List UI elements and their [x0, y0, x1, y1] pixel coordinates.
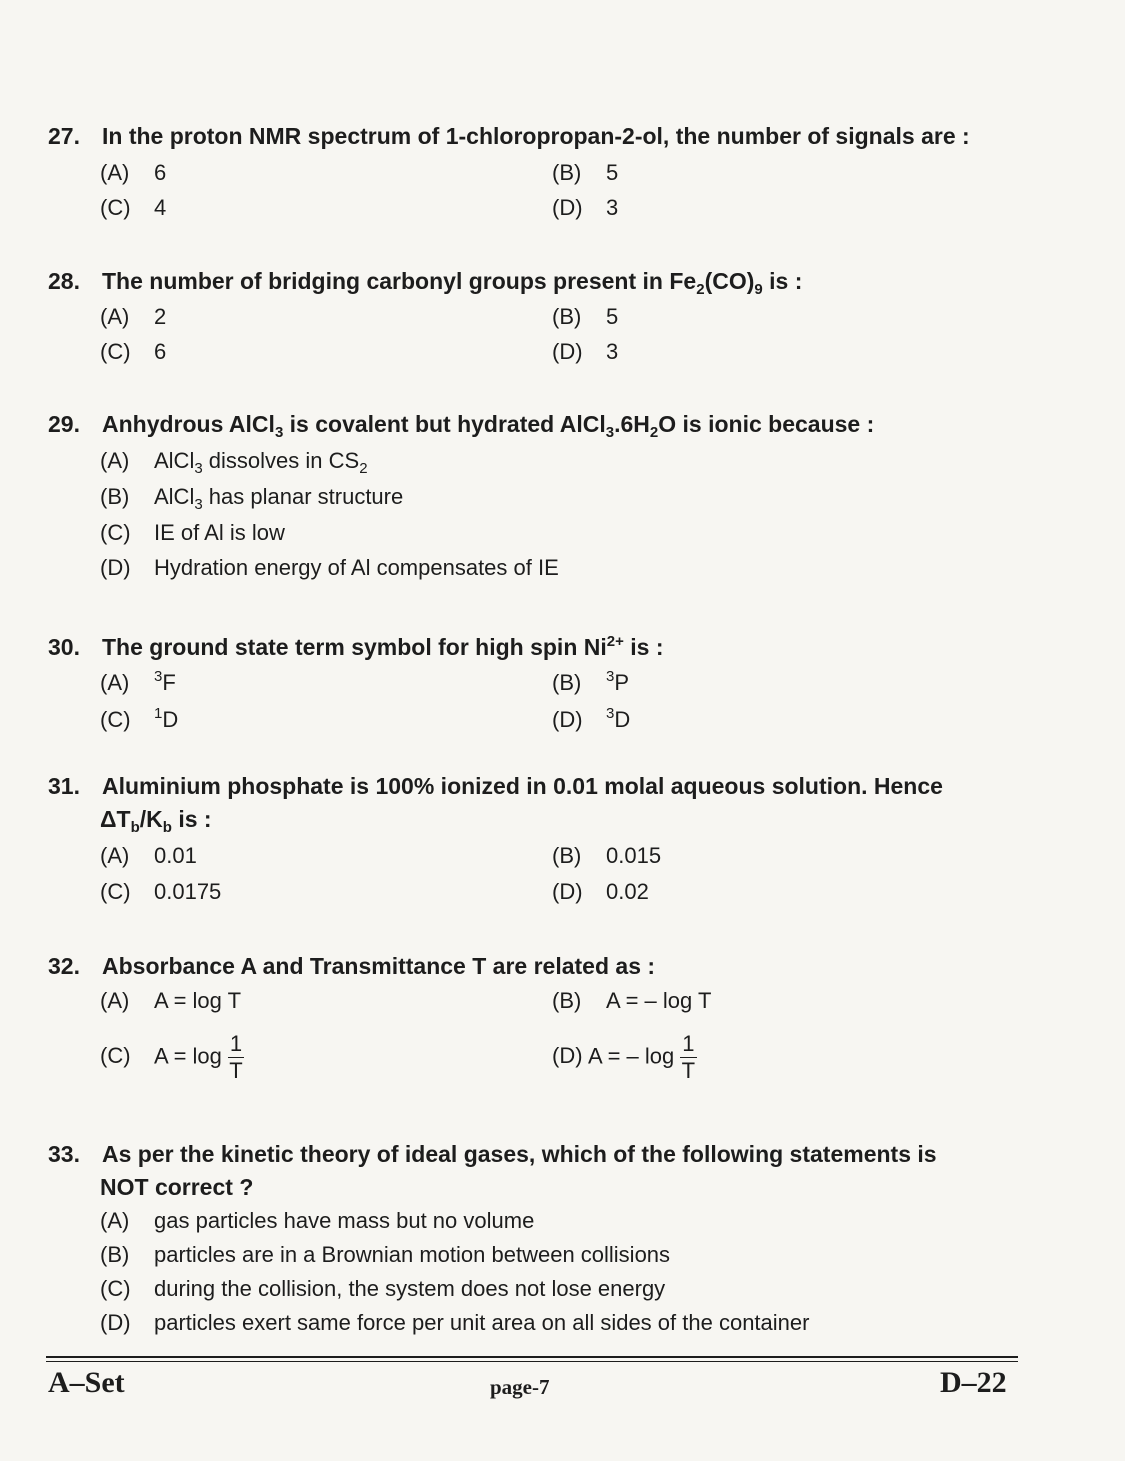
- footer-divider-thin: [46, 1361, 1018, 1362]
- q27-option-c[interactable]: (C) 4: [100, 195, 167, 220]
- question-number: 32.: [48, 953, 80, 979]
- question-number: 29.: [48, 411, 80, 437]
- q30-option-c[interactable]: (C) $^1$D: [100, 705, 179, 732]
- question-number: 31.: [48, 773, 80, 799]
- page-number: page-7: [490, 1375, 550, 1399]
- paper-code: D–22: [940, 1366, 1007, 1399]
- question-32-stem: 32. Absorbance A and Transmittance T are related as :: [48, 950, 655, 982]
- q29-option-c[interactable]: (C) IE of Al is low: [100, 520, 285, 545]
- q31-option-a[interactable]: (A) 0.01: [100, 843, 197, 868]
- footer-divider: [46, 1356, 1018, 1358]
- q29-option-a[interactable]: (A) AlCl$_3$ dissolves in $CS_2$: [100, 448, 368, 477]
- q27-option-d[interactable]: (D) 3: [552, 195, 619, 220]
- question-31-stem-line2: $\Delta T_b/K_b$ is :: [100, 806, 212, 836]
- q31-option-c[interactable]: (C) 0.0175: [100, 879, 222, 904]
- q33-option-d[interactable]: (D) particles exert same force per unit area on all sides of the container: [100, 1310, 810, 1335]
- q27-option-a[interactable]: (A) 6: [100, 160, 167, 185]
- q31-option-b[interactable]: (B) 0.015: [552, 843, 662, 868]
- question-number: 30.: [48, 634, 80, 660]
- question-33-stem-line2: NOT correct ?: [100, 1174, 254, 1200]
- q32-option-d[interactable]: (D) A = – log $\frac{1}{T}$: [552, 1031, 696, 1083]
- q33-option-c[interactable]: (C) during the collision, the system does not lose energy: [100, 1276, 666, 1301]
- question-28-stem: 28. The number of bridging carbonyl groups present in $Fe_2(CO)_9$ is :: [48, 265, 802, 306]
- question-31-stem: 31. Aluminium phosphate is 100% ionized in 0.01 molal aqueous solution. Hence: [48, 770, 943, 802]
- question-number: 27.: [48, 123, 80, 149]
- fraction-one-over-t: $\frac{1}{T}$: [681, 1031, 696, 1083]
- question-number: 33.: [48, 1141, 80, 1167]
- q32-option-b[interactable]: (B) A = – log T: [552, 988, 712, 1013]
- fraction-one-over-t: $\frac{1}{T}$: [229, 1031, 243, 1083]
- q32-option-a[interactable]: (A) A = log T: [100, 988, 242, 1013]
- q32-option-c[interactable]: (C) A = log $\frac{1}{T}$: [100, 1031, 243, 1083]
- question-text: In the proton NMR spectrum of 1-chloropropan-2-ol, the number of signals are :: [102, 123, 970, 149]
- q31-option-d[interactable]: (D) 0.02: [552, 879, 649, 904]
- q28-option-d[interactable]: (D) 3: [552, 339, 619, 364]
- q29-option-d[interactable]: (D) Hydration energy of Al compensates of IE: [100, 555, 559, 580]
- q28-option-b[interactable]: (B) 5: [552, 304, 619, 329]
- question-number: 28.: [48, 268, 80, 294]
- q28-option-a[interactable]: (A) 2: [100, 304, 167, 329]
- question-30-stem: 30. The ground state term symbol for high spin $Ni^{2+}$ is :: [48, 626, 664, 663]
- set-label: A–Set: [48, 1366, 125, 1399]
- question-29-stem: 29. Anhydrous AlCl$_3$ is covalent but hydrated $AlCl_3.6H_2O$ is ionic because :: [48, 408, 874, 449]
- q30-option-b[interactable]: (B) $^3$P: [552, 668, 630, 695]
- q33-option-b[interactable]: (B) particles are in a Brownian motion between collisions: [100, 1242, 671, 1267]
- q30-option-d[interactable]: (D) $^3$D: [552, 705, 631, 732]
- question-27-stem: [48, 120, 970, 152]
- q28-option-c[interactable]: (C) 6: [100, 339, 167, 364]
- question-33-stem: 33. As per the kinetic theory of ideal gases, which of the following statements is: [48, 1138, 937, 1170]
- q30-option-a[interactable]: (A) $^3$F: [100, 668, 176, 695]
- q29-option-b[interactable]: (B) AlCl$_3$ has planar structure: [100, 484, 404, 513]
- q27-option-b[interactable]: (B) 5: [552, 160, 619, 185]
- q33-option-a[interactable]: (A) gas particles have mass but no volume: [100, 1208, 535, 1233]
